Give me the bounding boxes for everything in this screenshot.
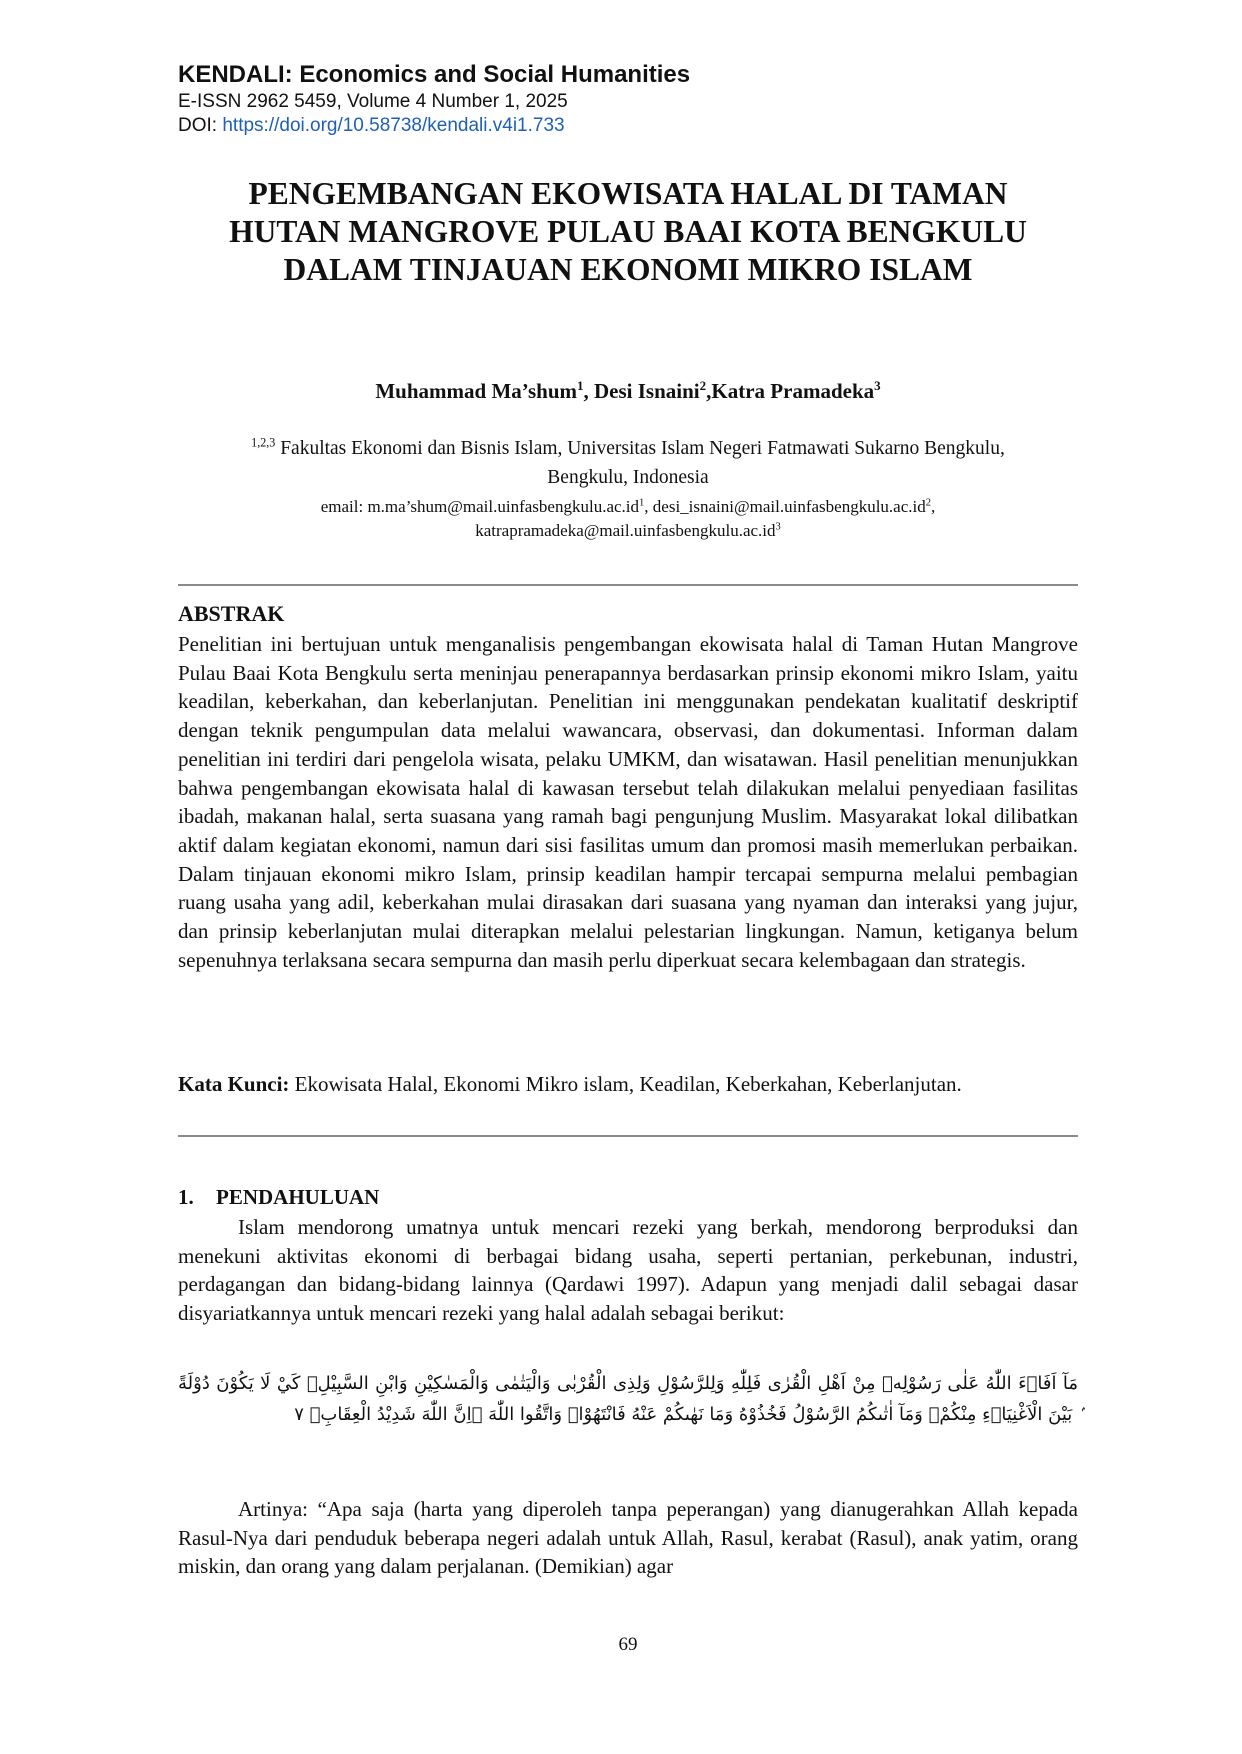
email-address: katrapramadeka@mail.uinfasbengkulu.ac.id	[475, 521, 776, 540]
section-number: 1.	[178, 1185, 194, 1209]
abstract-top-divider	[178, 584, 1078, 586]
section-title: PENDAHULUAN	[216, 1185, 380, 1209]
journal-issn-volume: E-ISSN 2962 5459, Volume 4 Number 1, 2025	[178, 91, 568, 112]
author-emails	[178, 495, 1078, 543]
author-sup: 3	[874, 378, 881, 393]
email-label: email:	[320, 497, 368, 516]
affiliation-line: Bengkulu, Indonesia	[547, 467, 709, 488]
author-list	[178, 379, 1078, 404]
abstract-heading: ABSTRAK	[178, 601, 285, 626]
keywords-list: Ekowisata Halal, Ekonomi Mikro islam, Keadilan, Keberkahan, Keberlanjutan.	[289, 1072, 962, 1096]
author-name: Katra Pramadeka	[711, 379, 875, 403]
intro-paragraph: Islam mendorong umatnya untuk mencari rezeki yang berkah, mendorong berproduksi dan menekuni aktivitas ekonomi di berbagai bidang usaha, seperti pertanian, perkebunan, industri, perdagangan dan bidang-bidang lainnya (Qardawi 1997). Adapun yang menjadi dalil sebagai dasar disyariatkannya untuk mencari rezeki yang halal adalah sebagai berikut:	[178, 1215, 1078, 1325]
affiliation-line	[178, 434, 1078, 463]
quran-verse-arabic: مَآ اَفَاۤءَ اللّٰهُ عَلٰى رَسُوْلِهٖ مِنْ اَهْلِ الْقُرٰى فَلِلّٰهِ وَلِلرَّسُوْلِ وَلِذِى الْقُرْبٰى وَالْيَتٰمٰى وَالْمَسٰكِيْنِ وَابْنِ السَّبِيْلِۙ كَيْ لَا يَكُوْنَ دُوْلَةً ۢ بَيْنَ الْاَغْنِيَاۤءِ مِنْكُمْۗ وَمَآ اٰتٰىكُمُ الرَّسُوْلُ فَخُذُوْهُ وَمَا نَهٰىكُمْ عَنْهُ فَانْتَهُوْاۚ وَاتَّقُوا اللّٰهَ ۗاِنَّ اللّٰهَ شَدِيْدُ الْعِقَابِۘ ٧	[178, 1373, 1078, 1425]
email-sup: 1	[639, 497, 645, 509]
author-separator: ,	[706, 379, 712, 403]
affiliation	[178, 434, 1078, 492]
email-sup: 3	[775, 521, 781, 533]
author-name: Muhammad Ma’shum	[375, 379, 577, 403]
author-separator: ,	[583, 379, 595, 403]
affiliation-text: Fakultas Ekonomi dan Bisnis Islam, Universitas Islam Negeri Fatmawati Sukarno Bengkulu,	[280, 438, 1005, 459]
journal-title: KENDALI: Economics and Social Humanities	[178, 61, 691, 88]
email-line: email: $m.ma’shum@mail.uinfasbengkulu.ac.id^1$, $desi\_isnaini@mail.uinfasbengkulu.ac.id^2$,	[320, 497, 936, 516]
email-address: desi_isnaini@mail.uinfasbengkulu.ac.id	[652, 497, 926, 516]
abstract-bottom-divider	[178, 1135, 1078, 1137]
keywords-label: Kata Kunci:	[178, 1072, 290, 1096]
email-sup: 2	[925, 497, 932, 509]
author-sup: 2	[699, 378, 707, 393]
email-line	[178, 519, 1078, 543]
journal-doi	[178, 114, 690, 138]
section-heading	[178, 1185, 379, 1210]
doi-label: DOI:	[178, 115, 223, 136]
author-sup: 1	[577, 378, 584, 393]
article-title-line: PENGEMBANGAN EKOWISATA HALAL DI TAMAN	[248, 176, 1008, 211]
doi-link[interactable]: https://doi.org/10.58738/kendali.v4i1.733	[222, 115, 565, 136]
author-name: Desi Isnaini	[594, 379, 700, 403]
abstract-text: Penelitian ini bertujuan untuk menganalisis pengembangan ekowisata halal di Taman Hutan Mangrove Pulau Baai Kota Bengkulu serta meninjau penerapannya berdasarkan prinsip ekonomi mikro Islam, yaitu keadilan, keberkahan, dan keberlanjutan. Penelitian ini menggunakan pendekatan kualitatif deskriptif dengan teknik pengumpulan data melalui wawancara, observasi, dan dokumentasi. Informan dalam penelitian ini terdiri dari pengelola wisata, pelaku UMKM, dan wisatawan. Hasil penelitian menunjukkan bahwa pengembangan ekowisata halal di kawasan tersebut telah dilakukan melalui penyediaan fasilitas ibadah, makanan halal, serta suasana yang ramah bagi pengunjung Muslim. Masyarakat lokal dilibatkan aktif dalam kegiatan ekonomi, namun dari sisi fasilitas umum dan promosi masih memerlukan perbaikan. Dalam tinjauan ekonomi mikro Islam, prinsip keadilan hampir tercapai sempurna melalui pembagian ruang usaha yang adil, keberkahan mulai dirasakan dari suasana yang nyaman dan interaksi yang jujur, dan prinsip keberlanjutan mulai diterapkan melalui pelestarian lingkungan. Namun, ketiganya belum sepenuhnya terlaksana secara sempurna dan masih perlu diperkuat secara kelembagaan dan strategis.	[178, 632, 1078, 972]
keywords	[178, 1070, 1078, 1099]
affiliation-sup: 1,2,3	[251, 435, 276, 450]
article-title	[178, 175, 1078, 289]
article-title-line: DALAM TINJAUAN EKONOMI MIKRO ISLAM	[283, 252, 973, 287]
article-title-line: HUTAN MANGROVE PULAU BAAI KOTA BENGKULU	[229, 214, 1027, 249]
verse-translation: Artinya: “Apa saja (harta yang diperoleh tanpa peperangan) yang dianugerahkan Allah kepada Rasul-Nya dari penduduk beberapa negeri adalah untuk Allah, Rasul, kerabat (Rasul), anak yatim, orang miskin, dan orang yang dalam perjalanan. (Demikian) agar	[178, 1497, 1078, 1579]
journal-header	[178, 60, 690, 138]
page-number: 69	[618, 1634, 638, 1655]
email-address: m.ma’shum@mail.uinfasbengkulu.ac.id	[367, 497, 640, 516]
